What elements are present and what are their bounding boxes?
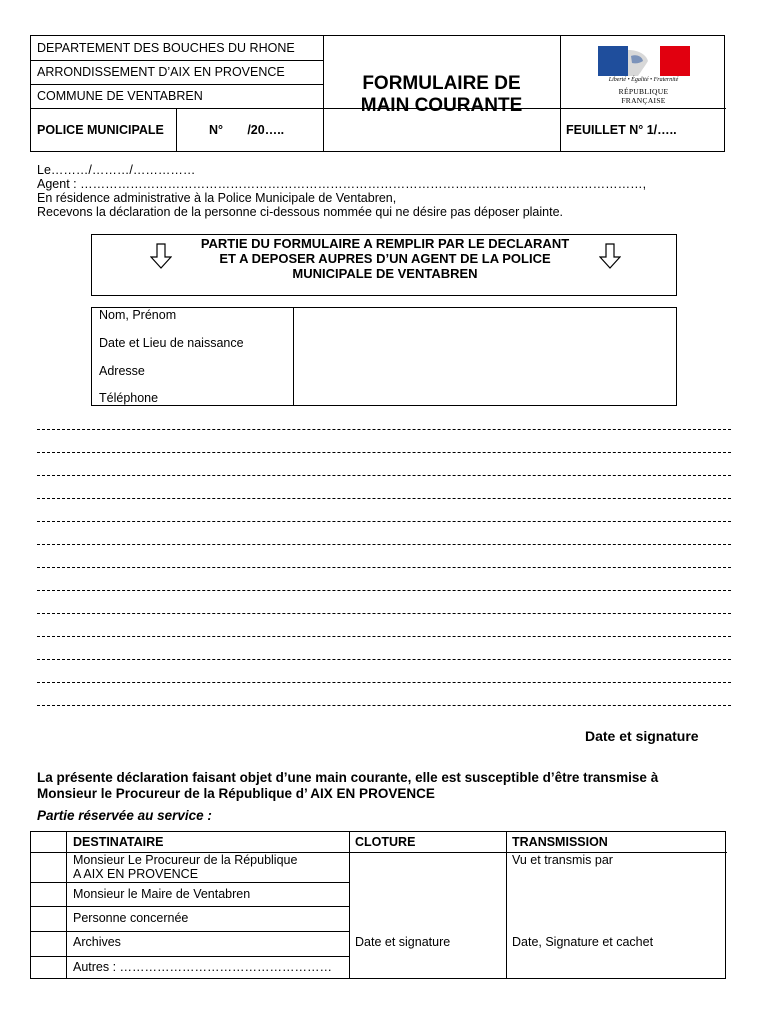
numero-cell [203,108,323,152]
title-line-2: MAIN COURANTE [360,94,523,116]
writing-line[interactable] [37,475,731,476]
arrondissement-text: ARRONDISSEMENT D’AIX EN PROVENCE [37,65,285,79]
writing-line[interactable] [37,567,731,568]
identity-entry-field[interactable] [294,308,676,405]
intro-agent: Agent : ………………………………………………………………………………………………………………………, [37,177,647,191]
destinataire-autres: Autres : …………………………………………… [73,960,333,974]
writing-line[interactable] [37,521,731,522]
transmission-notice [37,770,658,802]
departement-text: DEPARTEMENT DES BOUCHES DU RHONE [37,41,295,55]
intro-text [37,163,646,219]
writing-line[interactable] [37,429,731,430]
intro-date: Le………/………/…………… [37,163,196,177]
declarant-box [91,234,677,296]
nom-prenom-label: Nom, Prénom [99,308,177,322]
feuillet-cell [560,108,726,152]
checkbox-procureur[interactable] [32,853,65,882]
declarant-instructions [142,235,628,281]
numero-text: N° /20….. [209,123,285,137]
date-signature-label: Date et signature [585,728,699,744]
departement-cell [31,36,323,60]
reserved-section-label: Partie réservée au service : [37,808,212,823]
writing-line[interactable] [37,452,731,453]
cloture-date-signature: Date et signature [355,935,451,949]
notice-line-1: La présente déclaration faisant objet d’une main courante, elle est susceptible d’être transmise à [37,770,659,785]
commune-cell [31,84,323,108]
checkbox-maire[interactable] [32,883,65,906]
declarant-line-1: PARTIE DU FORMULAIRE A REMPLIR PAR LE DECLARANT [200,236,570,251]
header-table [30,35,725,152]
writing-line[interactable] [37,636,731,637]
commune-text: COMMUNE DE VENTABREN [37,89,203,103]
writing-line[interactable] [37,705,731,706]
writing-line[interactable] [37,590,731,591]
police-text: POLICE MUNICIPALE [37,123,164,137]
declarant-line-3: MUNICIPALE DE VENTABREN [292,266,478,281]
checkbox-autres[interactable] [32,957,65,979]
destinataire-archives: Archives [73,935,121,949]
arrondissement-cell [31,60,323,84]
naissance-label: Date et Lieu de naissance [99,336,244,350]
writing-line[interactable] [37,613,731,614]
writing-line[interactable] [37,498,731,499]
checkbox-personne[interactable] [32,907,65,931]
transmission-vu: Vu et transmis par [512,853,613,867]
marianne-flag-icon [598,46,690,76]
logo-republique: RÉPUBLIQUE FRANÇAISE [618,87,669,105]
header-cloture: CLOTURE [355,835,416,849]
writing-line[interactable] [37,544,731,545]
writing-line[interactable] [37,682,731,683]
header-destinataire: DESTINATAIRE [73,835,164,849]
destinataire-procureur-ville: A AIX EN PROVENCE [73,867,199,881]
form-title [323,36,560,153]
police-cell [31,108,176,152]
feuillet-text: FEUILLET N° 1/….. [566,123,677,137]
logo-motto: Liberté • Égalité • Fraternité [608,77,679,83]
notice-line-2: Monsieur le Procureur de la République d’ AIX EN PROVENCE [37,786,435,801]
service-table [30,831,726,979]
down-arrow-icon [599,243,621,269]
writing-line[interactable] [37,659,731,660]
intro-residence: En résidence administrative à la Police Municipale de Ventabren, [37,191,397,205]
telephone-label: Téléphone [99,391,159,405]
intro-declaration: Recevons la déclaration de la personne ci-dessous nommée qui ne désire pas déposer plainte. [37,205,564,219]
checkbox-archives[interactable] [32,932,65,956]
transmission-cachet: Date, Signature et cachet [512,935,654,949]
destinataire-maire: Monsieur le Maire de Ventabren [73,887,251,901]
title-line-1: FORMULAIRE DE [362,72,521,94]
destinataire-procureur: Monsieur Le Procureur de la République [73,853,298,867]
republique-francaise-logo [596,46,691,104]
adresse-label: Adresse [99,364,145,378]
table-row [73,853,297,881]
destinataire-personne: Personne concernée [73,911,189,925]
header-transmission: TRANSMISSION [512,835,608,849]
declarant-line-2: ET A DEPOSER AUPRES D’UN AGENT DE LA POLICE [219,251,551,266]
identity-box [91,307,677,406]
